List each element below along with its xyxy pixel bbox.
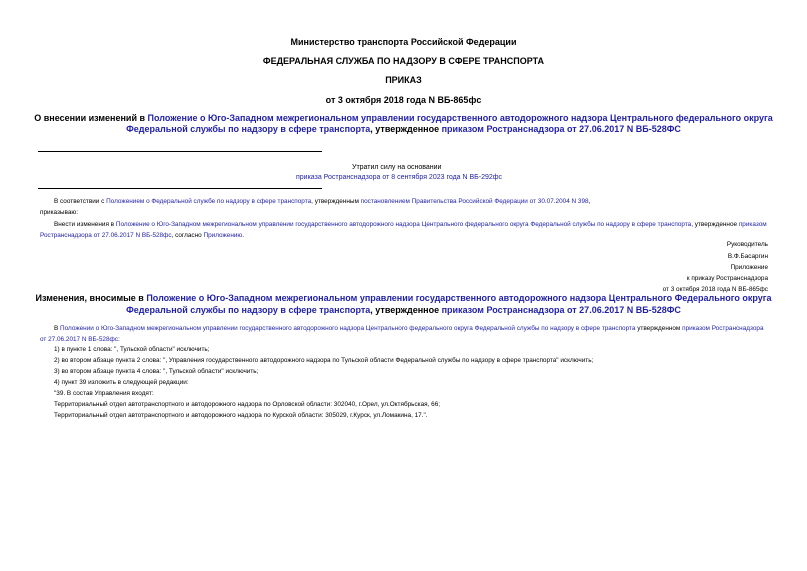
- changes-intro: [40, 324, 770, 345]
- document-title-line2: [0, 124, 807, 134]
- changes-link-order[interactable]: приказом Ространснадзора от 27.06.2017 N ВБ-528фс: [40, 325, 764, 343]
- preamble-text: ,: [588, 198, 591, 205]
- document-type: ПРИКАЗ: [385, 75, 422, 85]
- appendix-ref-2: от 3 октября 2018 года N ВБ-865фс: [662, 286, 768, 293]
- list-item: 1) в пункте 1 слова: ", Тульской области" исключить;: [54, 346, 210, 353]
- list-item: Территориальный отдел автотранспортного и автодорожного надзора по Курской области: 305029, г.Курск, ул.Ломакина, 17.".: [54, 412, 428, 419]
- divider-top: [38, 151, 322, 152]
- preamble-paragraph-2: приказываю:: [40, 209, 78, 216]
- preamble-link-appendix[interactable]: Приложению: [203, 231, 243, 239]
- document-title-line1: [0, 113, 807, 123]
- changes-title-link-regulation-cont[interactable]: Федеральной службы по надзору в сфере транспорта: [126, 305, 371, 315]
- changes-title-line1: [0, 293, 807, 303]
- changes-title-prefix: Изменения, вносимые в: [35, 293, 147, 303]
- title-link-regulation-cont[interactable]: Федеральной службы по надзору в сфере транспорта: [126, 124, 371, 134]
- preamble-text: , утвержденное: [691, 221, 739, 228]
- status-line2: [296, 174, 502, 181]
- preamble-text: , утвержденным: [311, 198, 361, 205]
- changes-text: В: [54, 325, 61, 332]
- list-item: Территориальный отдел автотранспортного и автодорожного надзора по Орловской области: 302040, г.Орел, ул.Октябрьская, 66;: [54, 401, 441, 408]
- preamble-paragraph-1: [54, 198, 590, 205]
- changes-link-regulation[interactable]: Положении о Юго-Западном межрегиональном управлении государственного автодорожного надзора Центрального федерального округа Федеральной службы по надзору в сфере транспорта: [60, 325, 636, 332]
- status-link[interactable]: приказа Ространснадзора от 8 сентября 2023 года N ВБ-292фс: [296, 174, 503, 181]
- changes-title-middle: , утвержденное: [370, 305, 442, 315]
- changes-text: :: [117, 335, 120, 343]
- preamble-paragraph-3: [40, 220, 770, 241]
- preamble-text: В соответствии с: [54, 198, 107, 205]
- changes-title-link-order[interactable]: приказом Ространснадзора от 27.06.2017 N ВБ-528ФС: [441, 305, 681, 315]
- preamble-text: .: [242, 231, 244, 239]
- changes-title-line2: [0, 305, 807, 315]
- document-date: от 3 октября 2018 года N ВБ-865фс: [325, 95, 482, 105]
- list-item: 3) во втором абзаце пункта 4 слова: ", Тульской области" исключить;: [54, 368, 259, 375]
- service-name: ФЕДЕРАЛЬНАЯ СЛУЖБА ПО НАДЗОРУ В СФЕРЕ ТРАНСПОРТА: [262, 56, 545, 66]
- title-link-regulation[interactable]: Положение о Юго-Западном межрегиональном управлении государственного автодорожного надзора Центрального федерального округа: [147, 113, 773, 123]
- list-item: "39. В состав Управления входят:: [54, 390, 154, 397]
- appendix-ref-1: к приказу Ространснадзора: [686, 275, 768, 282]
- preamble-link-regulation[interactable]: Положением о Федеральной службе по надзору в сфере транспорта: [106, 198, 312, 205]
- divider-bottom: [38, 188, 322, 189]
- signature-role: Руководитель: [726, 241, 768, 248]
- preamble-text: Внести изменения в: [54, 221, 116, 228]
- changes-title-link-regulation[interactable]: Положение о Юго-Западном межрегиональном управлении государственного автодорожного надзора Центрального Федерального округа: [146, 293, 772, 303]
- preamble-text: , согласно: [171, 231, 204, 239]
- appendix-label: Приложение: [730, 264, 768, 271]
- changes-text: утвержденном: [635, 325, 683, 332]
- title-link-order[interactable]: приказом Ространснадзора от 27.06.2017 N ВБ-528ФС: [441, 124, 681, 134]
- list-item: 4) пункт 39 изложить в следующей редакции:: [54, 379, 189, 386]
- preamble-link-regulation-2[interactable]: Положение о Юго-Западном межрегиональном управлении государственного автодорожного надзора Центрального федерального округа Федеральной службы по надзору в сфере транспорта: [115, 221, 692, 228]
- status-line1: Утратил силу на основании: [352, 164, 442, 171]
- list-item: 2) во втором абзаце пункта 2 слова: ", Управления государственного автодорожного надзора по Тульской области Федеральной службы по надзору в сфере транспорта" исключить;: [54, 357, 594, 364]
- preamble-link-resolution[interactable]: постановлением Правительства Российской Федерации от 30.07.2004 N 398: [360, 198, 589, 205]
- title-middle: , утвержденное: [370, 124, 442, 134]
- ministry-name: Министерство транспорта Российской Федерации: [290, 37, 517, 47]
- signature-name: В.Ф.Басаргин: [727, 253, 768, 260]
- preamble-link-order[interactable]: приказом Ространснадзора от 27.06.2017 N ВБ-528фс: [40, 221, 767, 239]
- title-prefix: О внесении изменений в: [34, 113, 148, 123]
